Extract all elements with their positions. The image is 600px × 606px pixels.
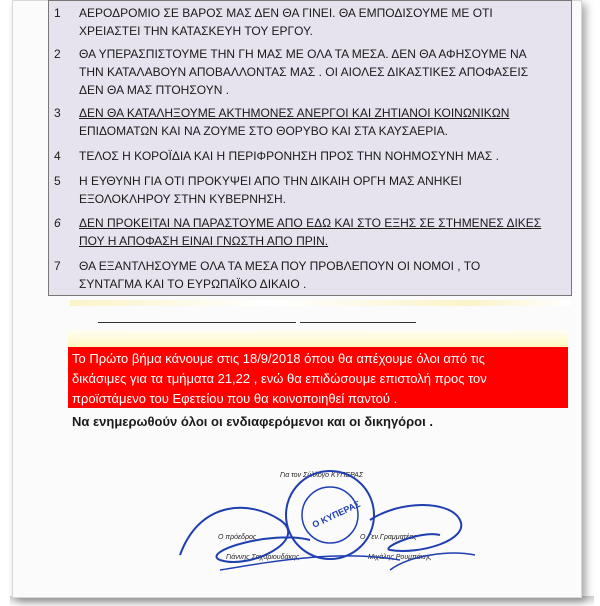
item-line: ΑΕΡΟΔΡΟΜΙΟ ΣΕ ΒΑΡΟΣ ΜΑΣ ΔΕΝ ΘΑ ΓΙΝΕΙ. ΘΑ ΕΜΠΟΔΙΣΟΥΜΕ ΜΕ ΟΤΙ bbox=[79, 6, 493, 20]
item-number: 4 bbox=[54, 149, 61, 163]
notice-line: δικάσιμες για τα τμήματα 21,22 , ενώ θα επιδώσουμε επιστολή προς τον bbox=[72, 371, 487, 386]
secretary-name: Μιχάλης Ρουμπάκης bbox=[368, 554, 432, 561]
item-line: ΕΞΟΛΟΚΛΗΡΟΥ ΣΤΗΝ ΚΥΒΕΡΝΗΣΗ. bbox=[79, 192, 286, 206]
item-line: ΕΠΙΔΟΜΑΤΩΝ ΚΑΙ ΝΑ ΖΟΥΜΕ ΣΤΟ ΘΟΡΥΒΟ ΚΑΙ ΣΤΑ ΚΑΥΣΑΕΡΙΑ. bbox=[79, 124, 448, 138]
inform-text: Να ενημερωθούν όλοι οι ενδιαφερόμενοι και οι δικηγόροι . bbox=[72, 414, 433, 429]
president-name: Γιάννης Σαχαριουδάκης bbox=[226, 554, 300, 561]
item-line: ΧΡΕΙΑΣΤΕΙ ΤΗΝ ΚΑΤΑΣΚΕΥΗ ΤΟΥ ΕΡΓΟΥ. bbox=[79, 24, 313, 38]
decorative-stripe bbox=[70, 300, 570, 306]
stamp-icon bbox=[286, 471, 374, 559]
item-line: ΘΑ ΥΠΕΡΑΣΠΙΣΤΟΥΜΕ ΤΗΝ ΓΗ ΜΑΣ ΜΕ ΟΛΑ ΤΑ ΜΕΣΑ. ΔΕΝ ΘΑ ΑΦΗΣΟΥΜΕ ΝΑ bbox=[79, 47, 527, 61]
item-number: 3 bbox=[54, 106, 61, 120]
signature-graphic bbox=[160, 460, 490, 590]
signature-header: Για τον Σύλλογο ΚΥΠΕΡΑΣ bbox=[280, 472, 364, 479]
divider-line bbox=[98, 322, 296, 323]
item-line: Η ΕΥΘΥΝΗ ΓΙΑ ΟΤΙ ΠΡΟΚΥΨΕΙ ΑΠΟ ΤΗΝ ΔΙΚΑΙΗ ΟΡΓΗ ΜΑΣ ΑΝΗΚΕΙ bbox=[79, 174, 462, 188]
item-line: ΔΕΝ ΠΡΟΚΕΙΤΑΙ ΝΑ ΠΑΡΑΣΤΟΥΜΕ ΑΠΟ ΕΔΩ ΚΑΙ ΣΤΟ ΕΞΗΣ ΣΕ ΣΤΗΜΕΝΕΣ ΔΙΚΕΣ bbox=[79, 216, 542, 230]
item-number: 1 bbox=[54, 6, 61, 20]
item-line: ΣΥΝΤΑΓΜΑ ΚΑΙ ΤΟ ΕΥΡΩΠΑΪΚΟ ΔΙΚΑΙΟ . bbox=[79, 277, 307, 291]
notice-glow bbox=[68, 330, 568, 347]
demands-list bbox=[48, 0, 572, 296]
signature-block bbox=[160, 460, 490, 590]
item-line: ΤΗΝ ΚΑΤΑΛΑΒΟΥΝ ΑΠΟΒΑΛΛΟΝΤΑΣ ΜΑΣ . ΟΙ ΑΙΟΛΕΣ ΔΙΚΑΣΤΙΚΕΣ ΑΠΟΦΑΣΕΙΣ bbox=[79, 65, 529, 79]
item-line: ΔΕΝ ΘΑ ΜΑΣ ΠΤΟΗΣΟΥΝ . bbox=[79, 83, 230, 97]
notice-line: Το Πρώτο βήμα κάνουμε στις 18/9/2018 όπου θα απέχουμε όλοι από τις bbox=[72, 351, 485, 366]
item-number: 7 bbox=[54, 259, 61, 273]
item-number: 5 bbox=[54, 174, 61, 188]
item-number: 6 bbox=[54, 216, 61, 230]
divider-line bbox=[300, 322, 416, 323]
notice-banner bbox=[68, 347, 568, 408]
secretary-role: Ο Γεν.Γραμματέας bbox=[360, 534, 417, 541]
notice-line: προϊστάμενο του Εφετείου που θα κοινοποιηθεί παντού . bbox=[72, 391, 398, 406]
stamp-text: Ο ΚΥΠΕΡΑΣ bbox=[310, 498, 362, 530]
item-line: ΘΑ ΕΞΑΝΤΛΗΣΟΥΜΕ ΟΛΑ ΤΑ ΜΕΣΑ ΠΟΥ ΠΡΟΒΛΕΠΟΥΝ ΟΙ ΝΟΜΟΙ , ΤΟ bbox=[79, 259, 481, 273]
item-line: ΔΕΝ ΘΑ ΚΑΤΑΛΗΞΟΥΜΕ ΑΚΤΗΜΟΝΕΣ ΑΝΕΡΓΟΙ ΚΑΙ ΖΗΤΙΑΝΟΙ ΚΟΙΝΩΝΙΚΩΝ bbox=[79, 106, 510, 120]
item-line: ΤΕΛΟΣ Η ΚΟΡΟΪΔΙΑ ΚΑΙ Η ΠΕΡΙΦΡΟΝΗΣΗ ΠΡΟΣ ΤΗΝ ΝΟΗΜΟΣΥΝΗ ΜΑΣ . bbox=[79, 149, 499, 163]
president-role: Ο πρόεδρος bbox=[218, 534, 257, 541]
item-line: ΠΟΥ Η ΑΠΟΦΑΣΗ ΕΙΝΑΙ ΓΝΩΣΤΗ ΑΠΟ ΠΡΙΝ. bbox=[79, 234, 329, 248]
item-number: 2 bbox=[54, 47, 61, 61]
